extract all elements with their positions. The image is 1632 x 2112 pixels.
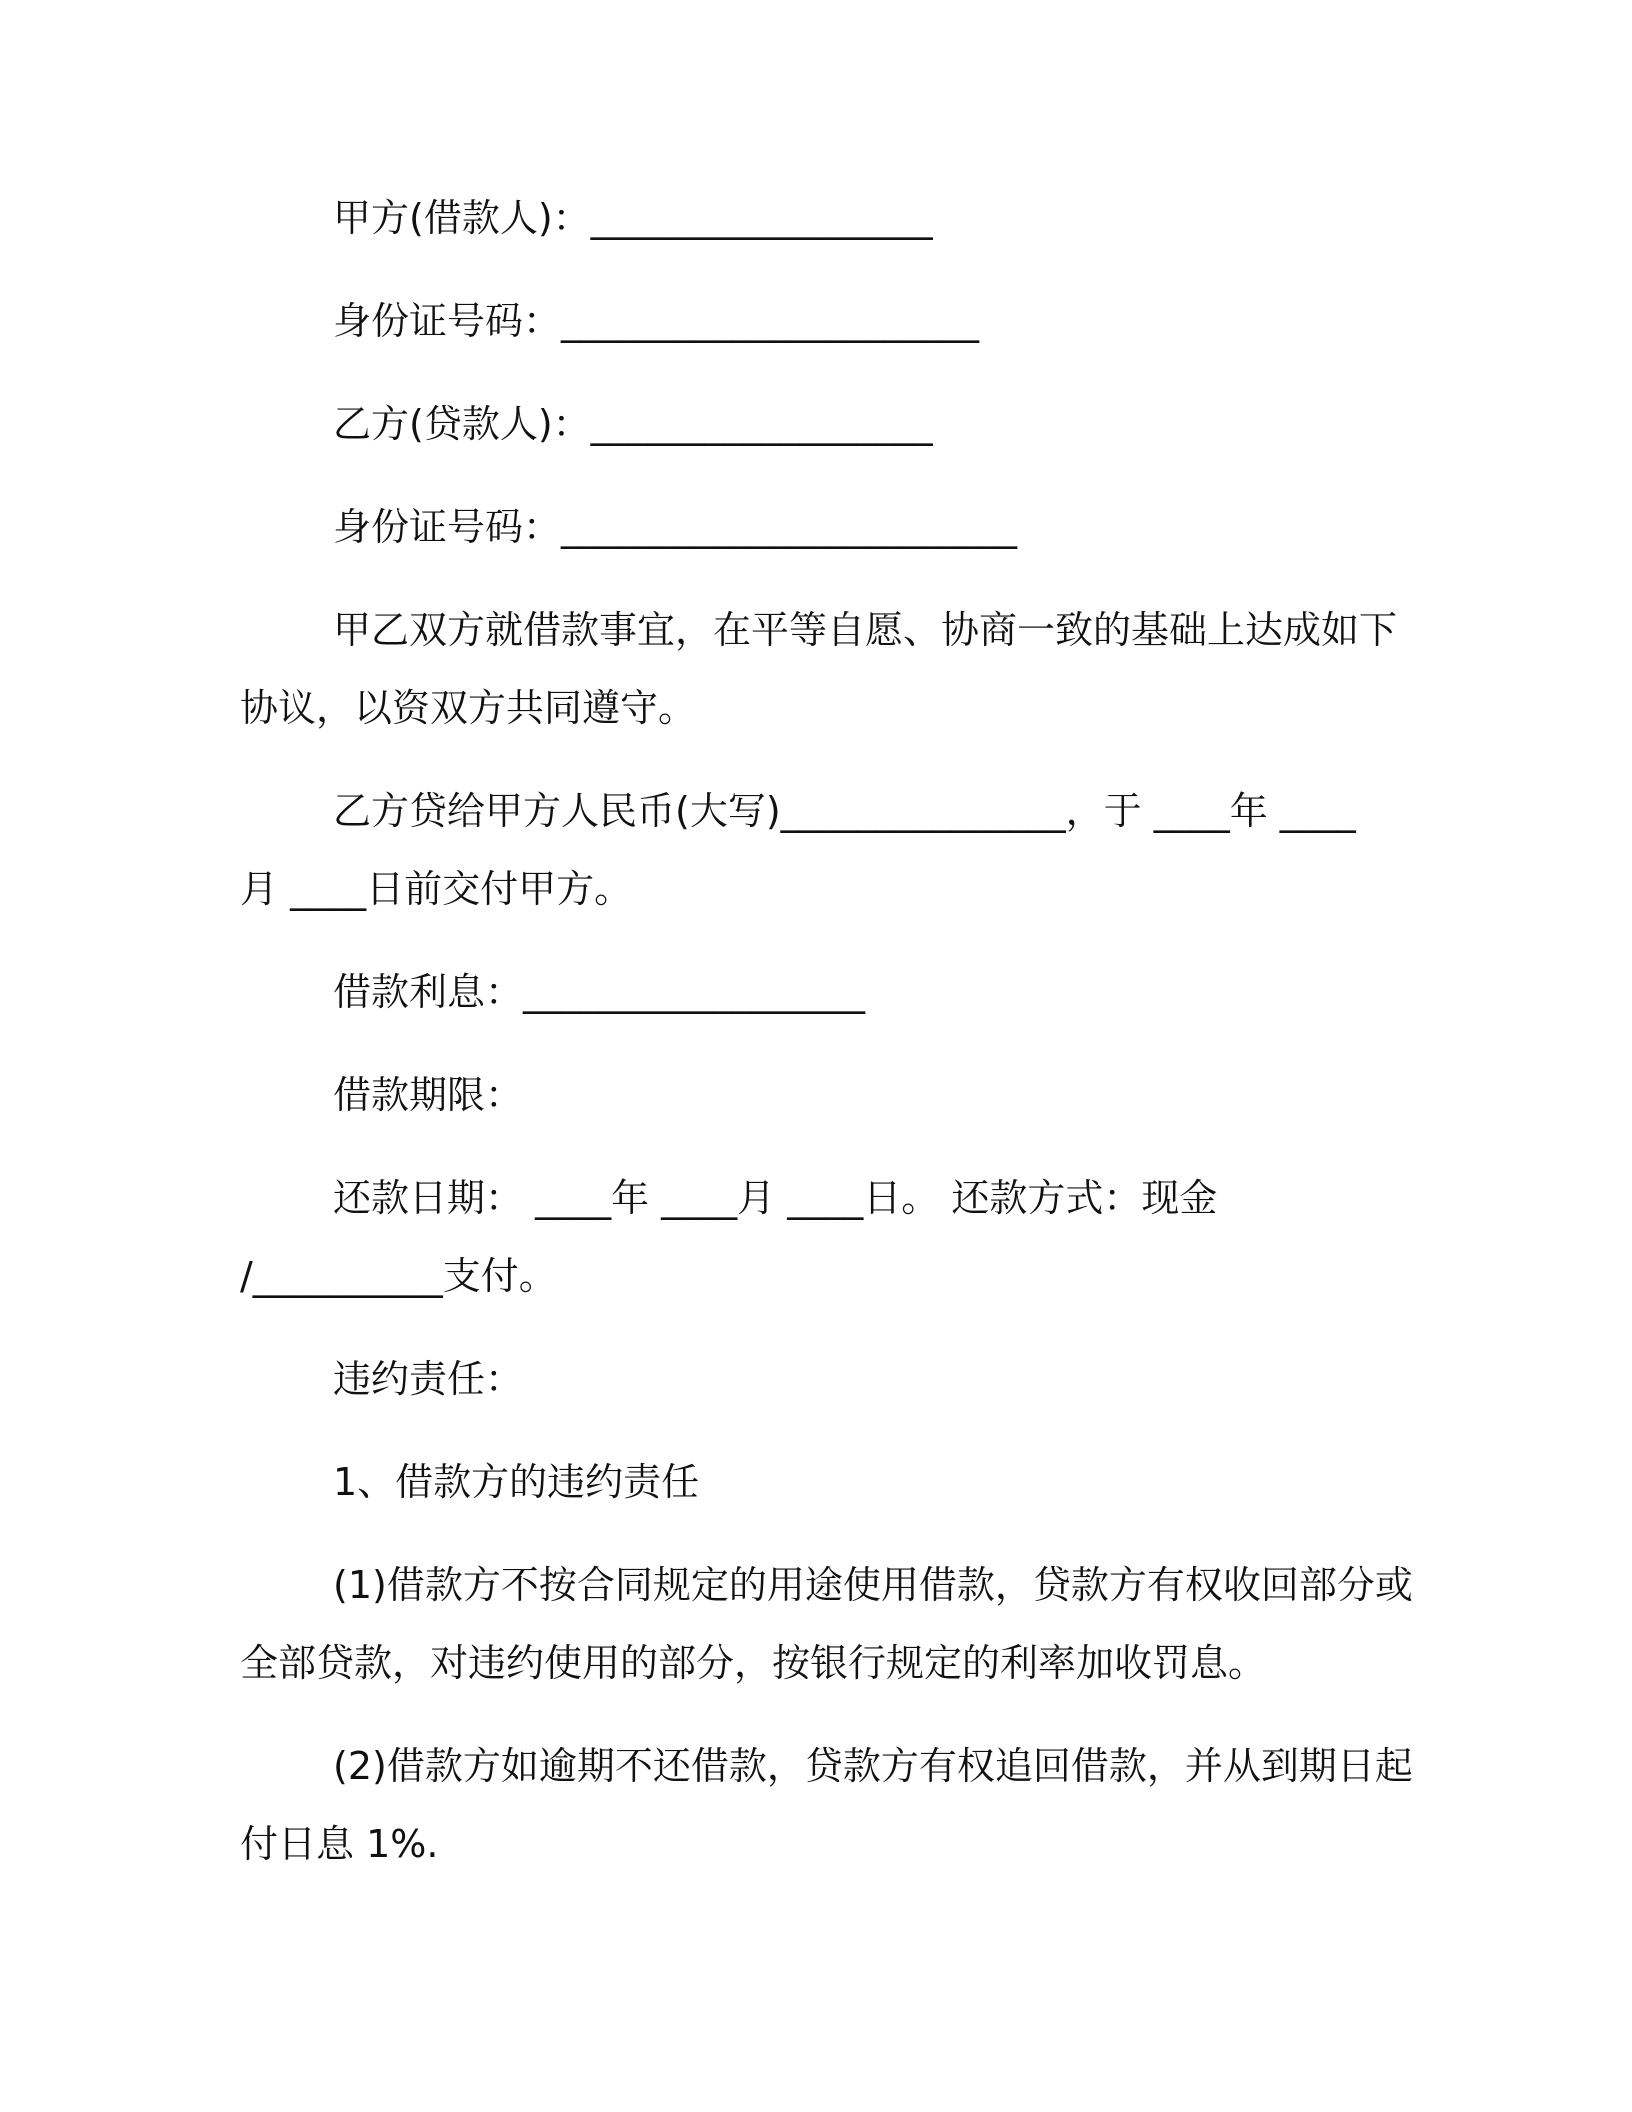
loan-amount-line: 乙方贷给甲方人民币(大写)_______________，于 ____年 ____: [333, 789, 1356, 833]
repayment-line: 还款日期： ____年 ____月 ____日。 还款方式：现金: [333, 1176, 1218, 1220]
borrower-party-line: 甲方(借款人)：__________________: [333, 196, 933, 240]
clause-1-line: (1)借款方不按合同规定的用途使用借款，贷款方有权收回部分或: [333, 1563, 1413, 1607]
lender-party-line: 乙方(贷款人)：__________________: [333, 402, 933, 446]
borrower-id-line: 身份证号码：______________________: [333, 299, 980, 343]
agreement-intro-line: 甲乙双方就借款事宜，在平等自愿、协商一致的基础上达成如下: [333, 608, 1398, 652]
clause-1-continuation: 全部贷款，对违约使用的部分，按银行规定的利率加收罚息。: [240, 1641, 1267, 1685]
clause-2-line: (2)借款方如逾期不还借款，贷款方有权追回借款，并从到期日起: [333, 1744, 1413, 1788]
borrower-breach-heading: 1、借款方的违约责任: [333, 1460, 700, 1504]
loan-amount-continuation: 月 ____日前交付甲方。: [240, 867, 633, 911]
loan-interest-line: 借款利息：__________________: [333, 970, 866, 1014]
agreement-intro-continuation: 协议，以资双方共同遵守。: [240, 686, 697, 730]
repayment-continuation: /__________支付。: [240, 1254, 557, 1298]
loan-term-line: 借款期限：: [333, 1073, 524, 1117]
lender-id-line: 身份证号码：________________________: [333, 505, 1018, 549]
clause-2-continuation: 付日息 1%.: [240, 1822, 439, 1866]
breach-liability-heading: 违约责任：: [333, 1357, 524, 1401]
